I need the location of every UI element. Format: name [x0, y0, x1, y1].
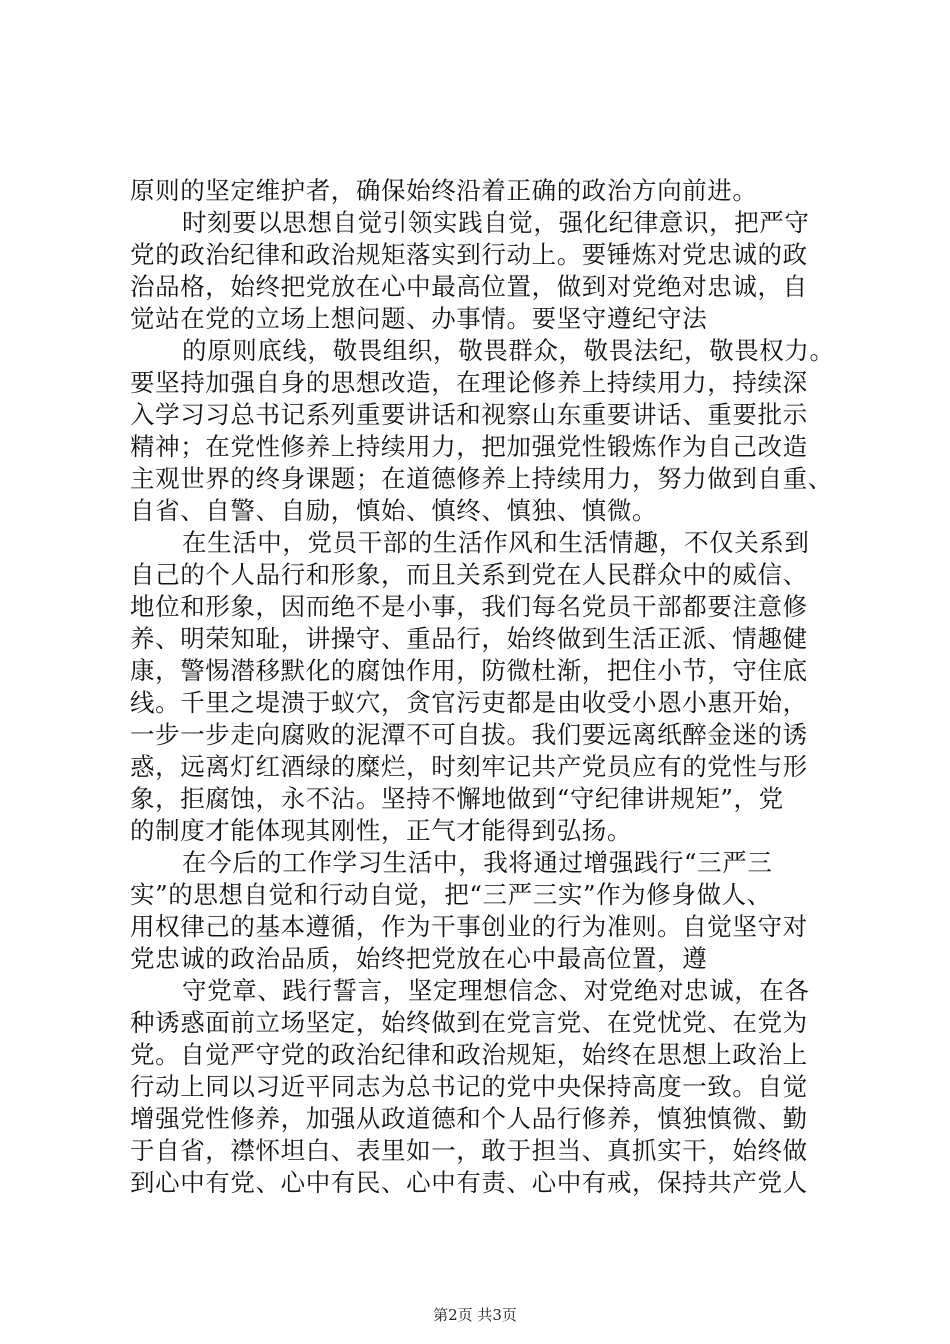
text-line: 于自省，襟怀坦白、表里如一，敢于担当、真抓实干，始终做 [130, 1136, 808, 1165]
text-line: 用权律己的基本遵循，作为干事创业的行为准则。自觉坚守对 [130, 912, 808, 941]
text-line: 的制度才能体现其刚性，正气才能得到弘扬。 [130, 816, 632, 845]
page-footer: 第2页 共3页 [433, 1306, 517, 1324]
text-line: 时刻要以思想自觉引领实践自觉，强化纪律意识，把严守 [182, 208, 810, 237]
text-line: 地位和形象，因而绝不是小事，我们每名党员干部都要注意修 [130, 592, 808, 621]
text-line: 行动上同以习近平同志为总书记的党中央保持高度一致。自觉 [130, 1072, 808, 1101]
text-line: 增强党性修养，加强从政道德和个人品行修养，慎独慎微、勤 [130, 1104, 808, 1133]
text-line: 养、明荣知耻，讲操守、重品行，始终做到生活正派、情趣健 [130, 624, 808, 653]
text-line: 线。千里之堤溃于蚁穴，贪官污吏都是由收受小恩小惠开始， [130, 688, 808, 717]
text-line: 种诱惑面前立场坚定，始终做到在党言党、在党忧党、在党为 [130, 1008, 808, 1037]
text-line: 自省、自警、自励，慎始、慎终、慎独、慎微。 [130, 496, 658, 525]
text-line: 实”的思想自觉和行动自觉，把“三严三实”作为修身做人、 [130, 880, 772, 909]
text-line: 觉站在党的立场上想问题、办事情。要坚守遵纪守法 [130, 304, 708, 333]
text-line: 要坚持加强自身的思想改造，在理论修养上持续用力，持续深 [130, 368, 808, 397]
text-line: 守党章、践行誓言，坚定理想信念、对党绝对忠诚，在各 [182, 976, 810, 1005]
text-line: 党。自觉严守党的政治纪律和政治规矩，始终在思想上政治上 [130, 1040, 808, 1069]
text-line: 惑，远离灯红酒绿的糜烂，时刻牢记共产党员应有的党性与形 [130, 752, 808, 781]
text-line: 精神；在党性修养上持续用力，把加强党性锻炼作为自己改造 [130, 432, 808, 461]
text-line: 原则的坚定维护者，确保始终沿着正确的政治方向前进。 [130, 176, 758, 205]
text-line: 康，警惕潜移默化的腐蚀作用，防微杜渐，把住小节，守住底 [130, 656, 808, 685]
text-line: 主观世界的终身课题；在道德修养上持续用力，努力做到自重、 [130, 464, 833, 493]
text-line: 在今后的工作学习生活中，我将通过增强践行“三严三 [182, 848, 773, 877]
text-line: 一步一步走向腐败的泥潭不可自拔。我们要远离纸醉金迷的诱 [130, 720, 808, 749]
text-line: 党忠诚的政治品质，始终把党放在心中最高位置，遵 [130, 944, 708, 973]
text-line: 治品格，始终把党放在心中最高位置，做到对党绝对忠诚，自 [130, 272, 808, 301]
text-line: 象，拒腐蚀，永不沾。坚持不懈地做到“守纪律讲规矩”，党 [130, 784, 784, 813]
text-line: 入学习习总书记系列重要讲话和视察山东重要讲话、重要批示 [130, 400, 808, 429]
text-line: 到心中有党、心中有民、心中有责、心中有戒，保持共产党人 [130, 1168, 808, 1197]
text-line: 党的政治纪律和政治规矩落实到行动上。要锤炼对党忠诚的政 [130, 240, 808, 269]
text-line: 的原则底线，敬畏组织，敬畏群众，敬畏法纪，敬畏权力。 [182, 336, 835, 365]
text-line: 在生活中，党员干部的生活作风和生活情趣，不仅关系到 [182, 528, 810, 557]
text-line: 自己的个人品行和形象，而且关系到党在人民群众中的威信、 [130, 560, 808, 589]
